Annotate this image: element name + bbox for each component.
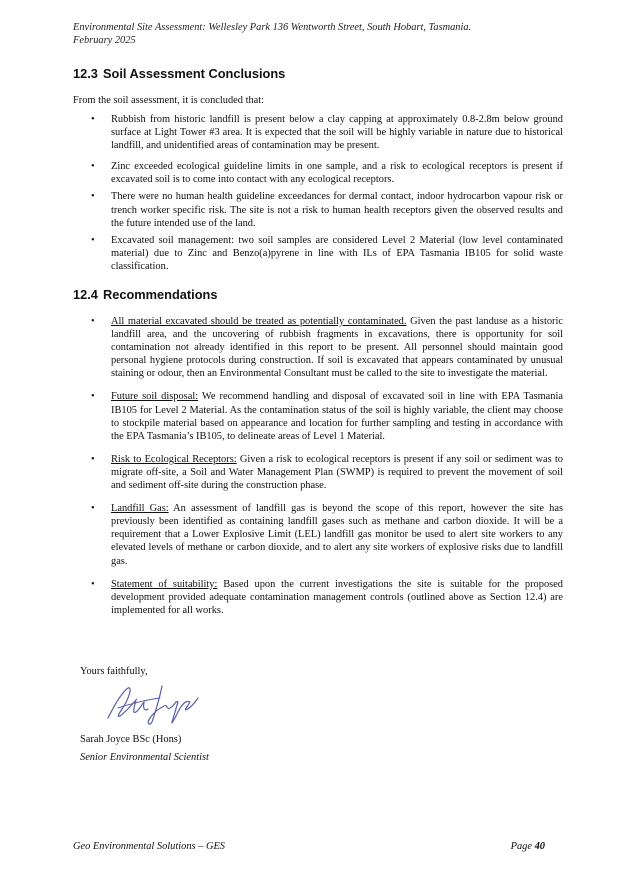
footer-company: Geo Environmental Solutions – GES — [73, 841, 225, 852]
conclusions-list — [73, 113, 563, 273]
list-item: • Excavated soil management: two soil samples are considered Level 2 Material (low level contaminated material) due to Zinc and Benzo(a)pyrene in line with ILs of EPA Tasmania IB105 for solid waste classification. — [91, 234, 563, 272]
signatory-role: Senior Environmental Scientist — [80, 752, 209, 763]
list-item: • Rubbish from historic landfill is present below a clay capping at approximately 0.8-2.8m below ground surface at Light Tower #3 area. It is expected that the soil will be highly variable in nature due to historical landfill, and unidentified areas of contamination may be present. — [91, 114, 563, 152]
recommendations-list — [73, 315, 563, 617]
list-item: • All material excavated should be treated as potentially contaminated. Given the past landuse as a historic landfill area, and the uncovering of rubbish fragments in excavations, there is opportunity for soil contamination not already identified in this report to be present. All personnel should maintain good personal hygiene protocols during construction. If soil is excavated that appears contaminated by unusual staining or odour, then an Environmental Consultant must be called to the site to investigate the material. — [91, 316, 563, 380]
bullet-icon: • — [91, 391, 95, 403]
list-item: • Landfill Gas: An assessment of landfill gas is beyond the scope of this report, however the site has previously been identified as containing landfill gases such as methane and carbon dioxide. It will be a requirement that a Lower Explosive Limit (LEL) landfill gas monitor be used to alert site workers to any elevated levels of methane or carbon dioxide, and to alert any site workers of explosive risks due to landfill gas. — [91, 503, 563, 567]
bullet-icon: • — [91, 191, 95, 203]
recommendation-heading: Future soil disposal: — [111, 391, 199, 403]
recommendation-heading: Risk to Ecological Receptors: — [111, 453, 237, 465]
bullet-icon: • — [91, 234, 95, 246]
list-item: • Risk to Ecological Receptors: Given a risk to ecological receptors is present if any soil or sediment was to migrate off-site, a Soil and Water Management Plan (SWMP) is required to prevent the movement of soil and sediment off-site during the construction phase. — [91, 453, 564, 492]
page-number — [511, 841, 545, 852]
recommendation-heading: Statement of suitability: — [111, 578, 218, 590]
bullet-icon: • — [91, 578, 95, 590]
header-date: February 2025 — [73, 35, 136, 46]
list-item: • Future soil disposal: We recommend handling and disposal of excavated soil in line with EPA Tasmania IB105 for Level 2 Material. As the contamination status of the soil is highly variable, the client may choose to stockpile material based on appearance and location for further sampling and testing in accordance with the EPA Tasmania’s IB105, to delineate areas of Level 1 Material. — [91, 391, 563, 442]
closing-text: Yours faithfully, — [80, 666, 148, 677]
section-title: Soil Assessment Conclusions — [103, 66, 286, 81]
list-item: • There were no human health guideline exceedances for dermal contact, indoor hydrocarbon vapour risk or trench worker specific risk. The site is not a risk to human health receptors given the observed results and the future intended use of the land. — [91, 191, 563, 229]
recommendation-heading: Landfill Gas: — [111, 503, 169, 515]
bullet-icon: • — [91, 503, 95, 515]
section-heading-soil-assessment — [73, 66, 285, 81]
list-item: • Statement of suitability: Based upon the current investigations the site is suitable for the proposed development provided adequate contamination management controls (outlined above as Section 12.4) are implemented for all works. — [91, 578, 563, 616]
section-title: Recommendations — [103, 287, 218, 302]
section-intro: From the soil assessment, it is concluded that: — [73, 95, 265, 106]
bullet-icon: • — [91, 161, 95, 173]
page-header — [73, 21, 573, 47]
section-number: 12.3 — [73, 66, 98, 81]
list-item: • Zinc exceeded ecological guideline limits in one sample, and a risk to ecological receptors is present if excavated soil is to come into contact with any ecological receptors. — [91, 161, 563, 186]
page-number-value: 40 — [534, 841, 545, 852]
section-number: 12.4 — [73, 287, 98, 302]
page-label: Page — [510, 841, 532, 852]
handwritten-signature — [100, 678, 210, 726]
signatory-name: Sarah Joyce BSc (Hons) — [80, 734, 182, 745]
bullet-icon: • — [91, 114, 95, 125]
section-heading-recommendations — [73, 287, 218, 302]
bullet-icon: • — [91, 316, 95, 327]
header-title: Environmental Site Assessment: Wellesley Park 136 Wentworth Street, South Hobart, Tasmania. — [73, 22, 472, 33]
bullet-icon: • — [91, 453, 95, 465]
recommendation-heading: All material excavated should be treated as potentially contaminated. — [111, 316, 407, 327]
